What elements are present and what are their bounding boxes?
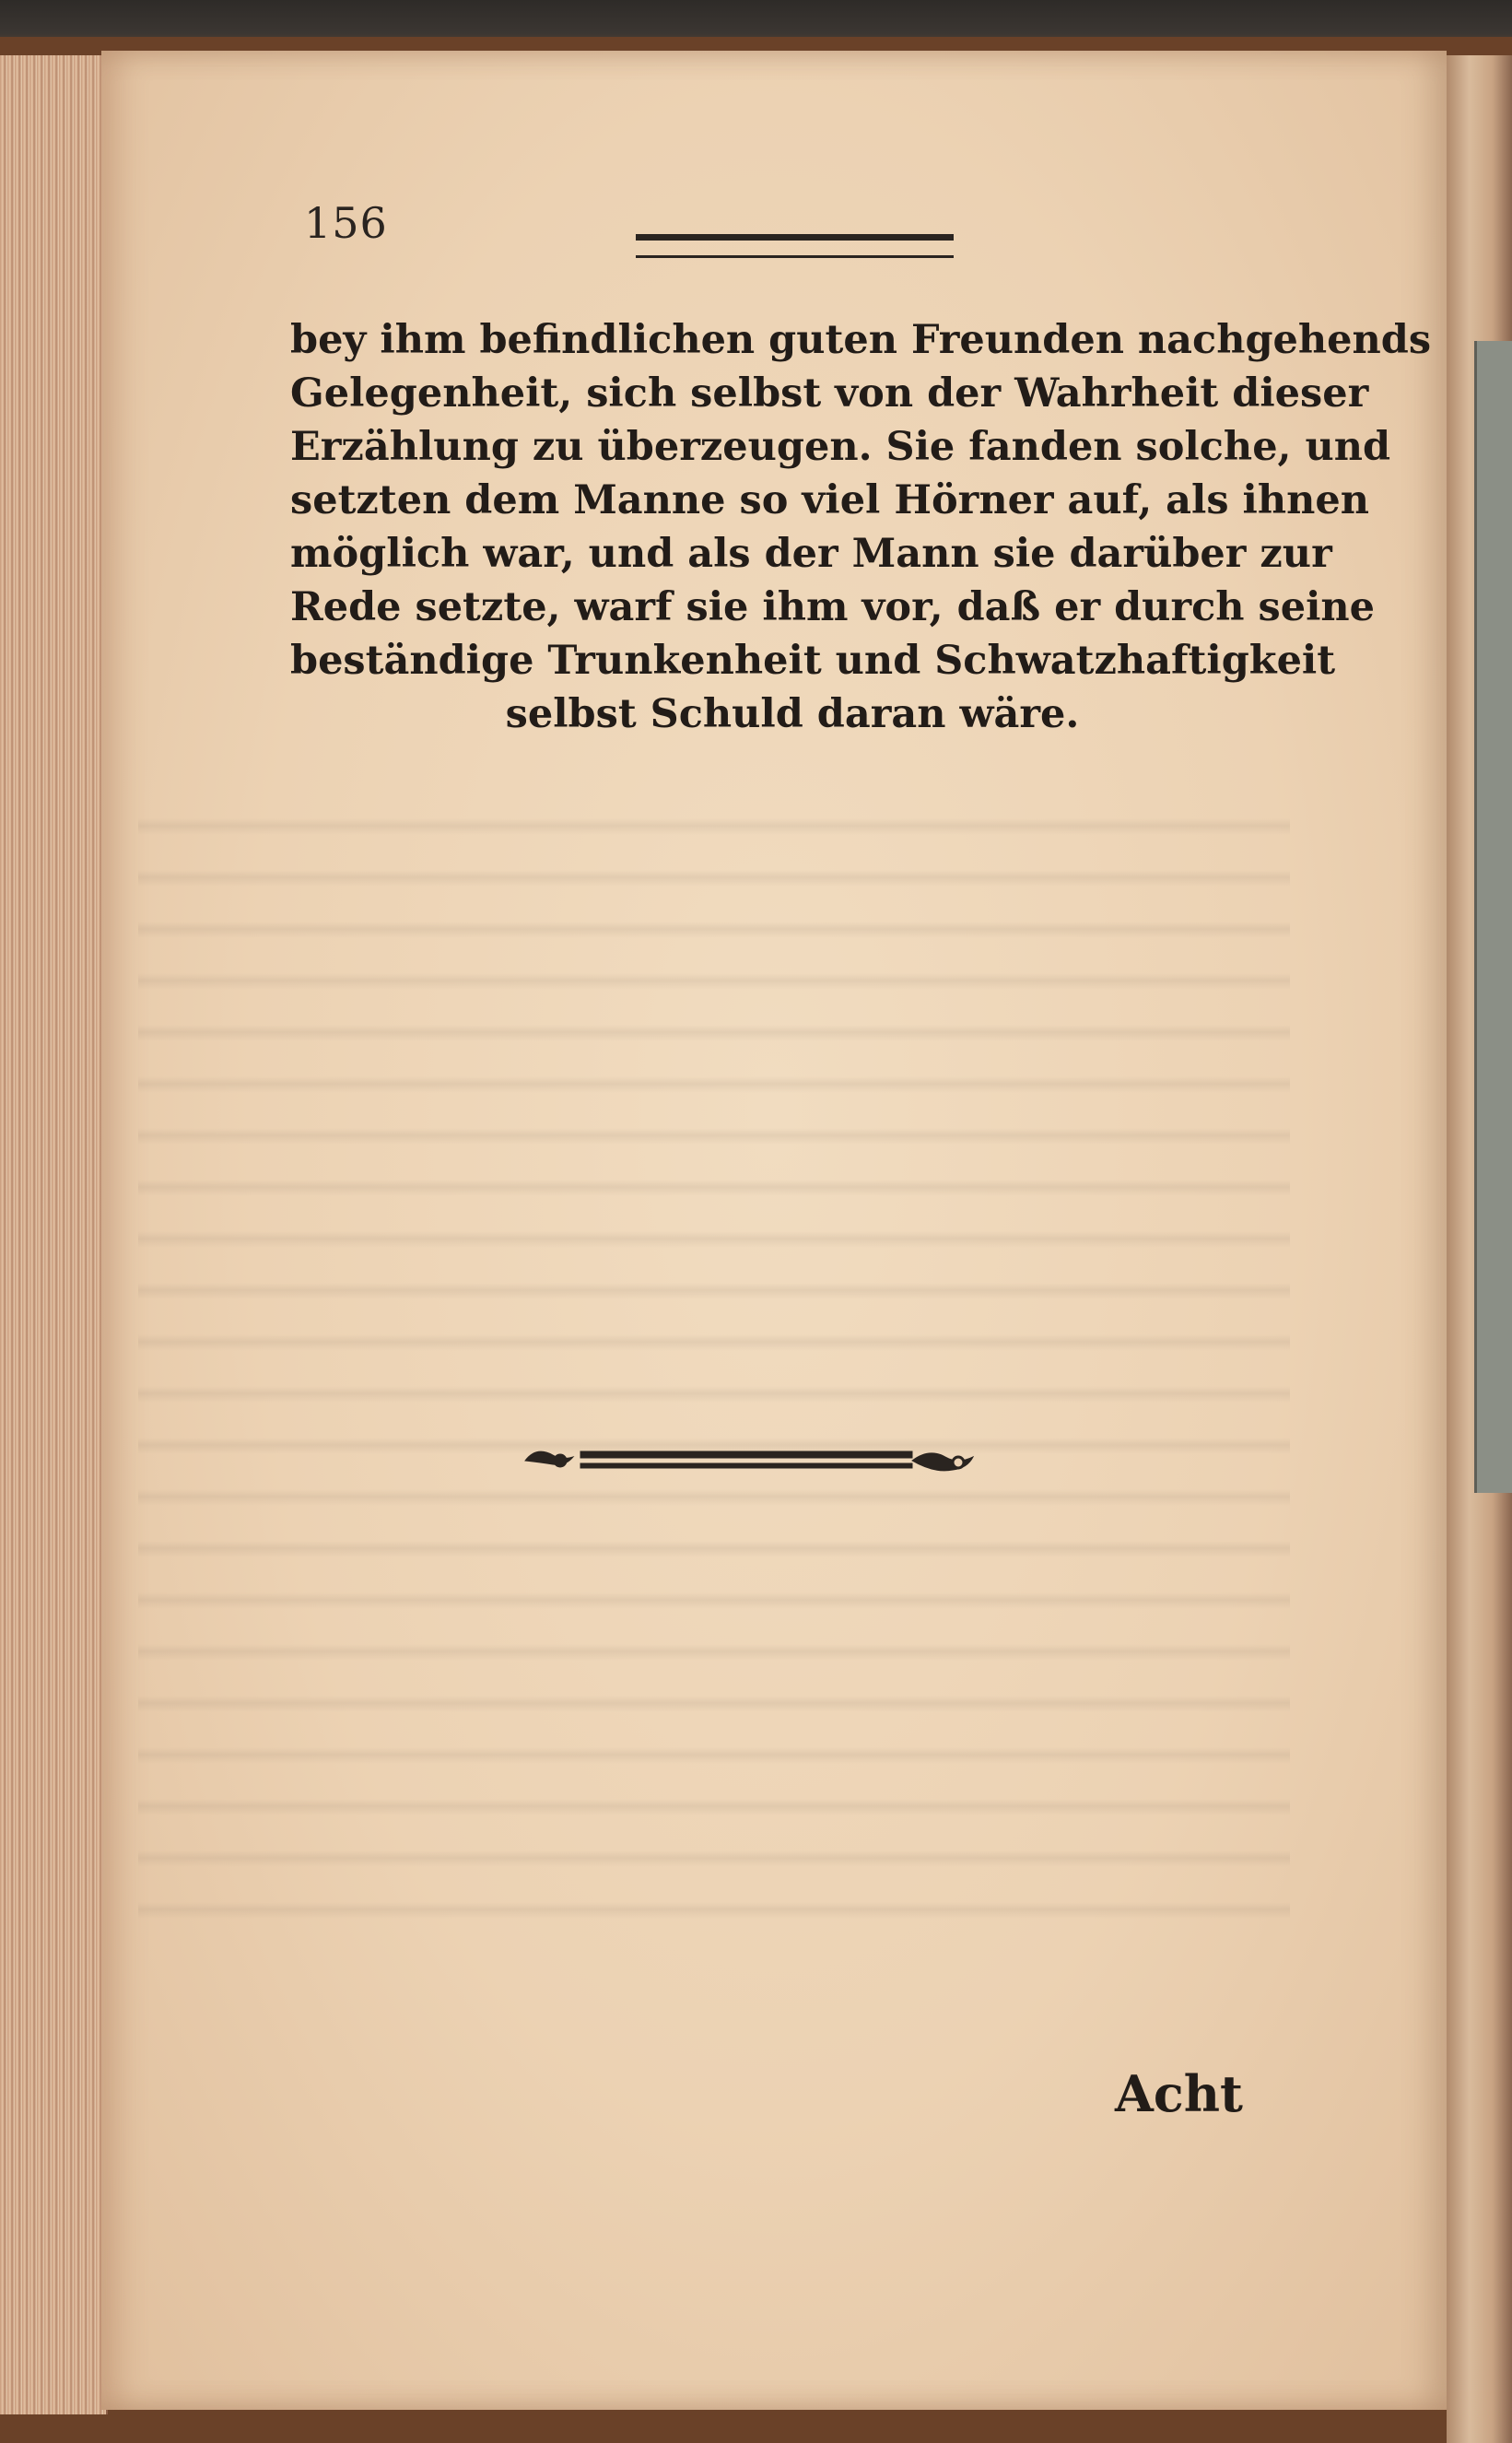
- page-edges-left: [0, 55, 108, 2414]
- header-rule: [636, 234, 954, 258]
- catchword: Acht: [1115, 2064, 1243, 2123]
- text-line: möglich war, und als der Mann sie darüber zur: [290, 531, 1332, 577]
- page-number: 156: [304, 198, 388, 248]
- body-text: [290, 313, 1432, 741]
- text-line: bey ihm befindlichen guten Freunden nachgehends: [290, 317, 1432, 363]
- text-line: Erzählung zu überzeugen. Sie fanden solche, und: [290, 424, 1391, 470]
- show-through-text: [138, 783, 1290, 1954]
- text-line: setzten dem Manne so viel Hörner auf, als ihnen: [290, 477, 1370, 523]
- facing-page-sliver: [1474, 341, 1512, 1493]
- text-line: Rede setzte, warf sie ihm vor, daß er durch seine: [290, 584, 1376, 630]
- text-line: Gelegenheit, sich selbst von der Wahrheit dieser: [290, 370, 1369, 417]
- text-line: beständige Trunkenheit und Schwatzhaftigkeit: [290, 638, 1336, 684]
- text-line: selbst Schuld daran wäre.: [505, 691, 1080, 737]
- ornamental-divider: [516, 1433, 995, 1488]
